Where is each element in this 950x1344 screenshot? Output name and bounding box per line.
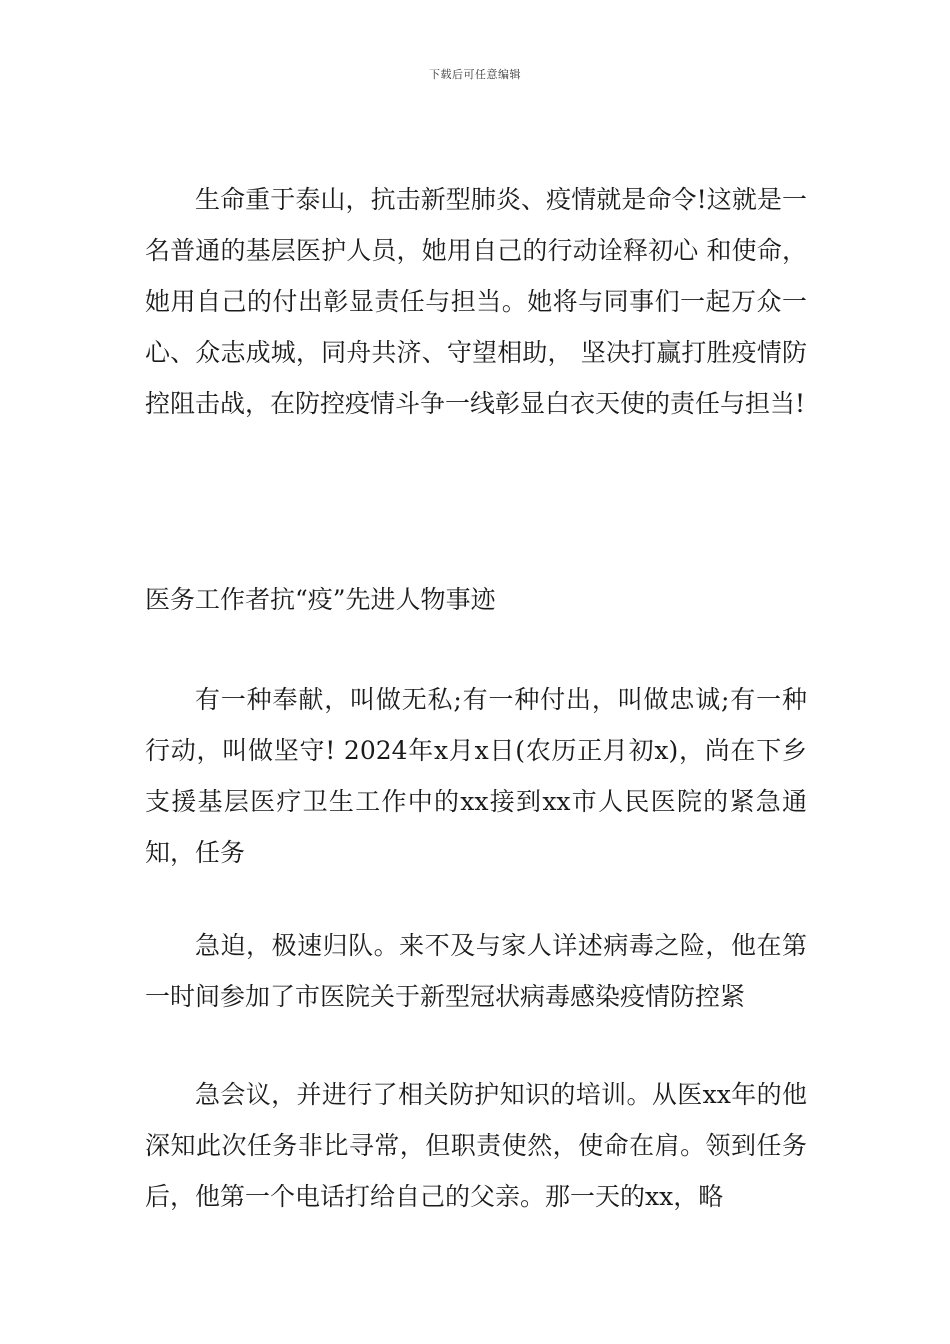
paragraph-intro: 生命重于泰山，抗击新型肺炎、疫情就是命令!这就是一名普通的基层医护人员，她用自己的行动诠释初心 和使命，她用自己的付出彰显责任与担当。她将与同事们一起万众一心、众志成城，同舟共济、守望相助， 坚决打赢打胜疫情防控阻击战，在防控疫情斗争一线彰显白衣天使的责任与担当! bbox=[145, 185, 807, 418]
page-header-note: 下载后可任意编辑 bbox=[429, 68, 521, 81]
paragraph-meeting: 急会议，并进行了相关防护知识的培训。从医xx年的他深知此次任务非比寻常，但职责使然，使命在肩。领到任务后，他第一个电话打给自己的父亲。那一天的xx，略 bbox=[145, 1080, 807, 1211]
paragraph-return: 急迫，极速归队。来不及与家人详述病毒之险，他在第一时间参加了市医院关于新型冠状病毒感染疫情防控紧 bbox=[145, 931, 807, 1011]
section-heading: 医务工作者抗“疫”先进人物事迹 bbox=[145, 585, 496, 614]
paragraph-dedication: 有一种奉献，叫做无私;有一种付出，叫做忠诚;有一种行动，叫做坚守! 2024年x月x日(农历正月初x)，尚在下乡支援基层医疗卫生工作中的xx接到xx市人民医院的紧急通知，任务 bbox=[145, 685, 807, 867]
